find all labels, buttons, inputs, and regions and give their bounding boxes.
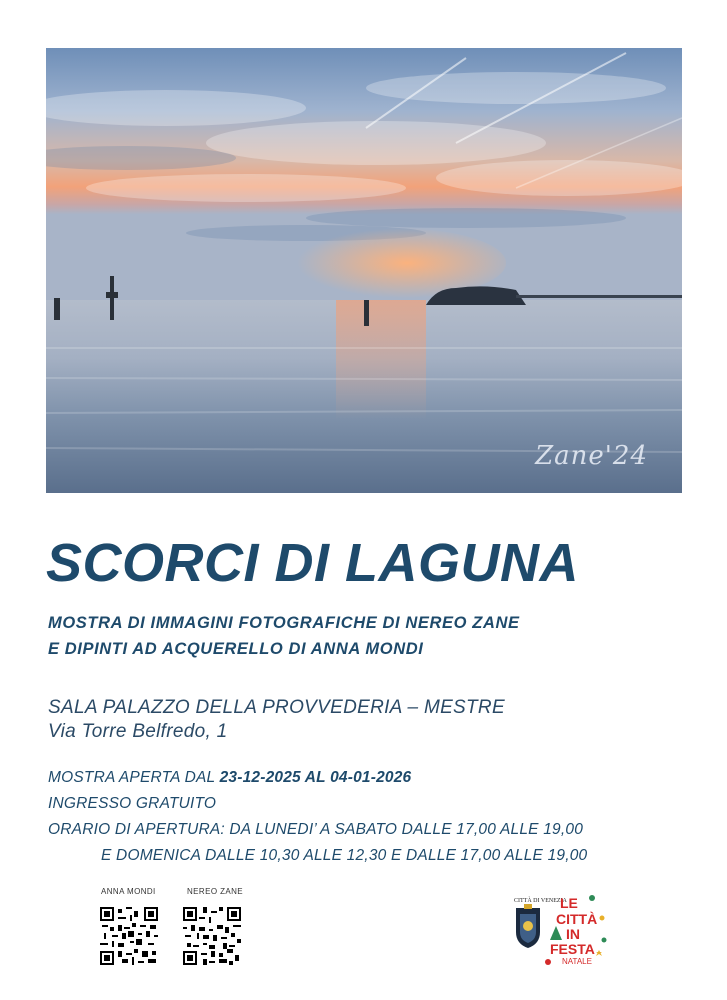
le-citta-in-festa-logo <box>545 895 607 966</box>
venue-address: Via Torre Belfredo, 1 <box>48 721 228 742</box>
festival-text-in: IN <box>566 926 580 942</box>
opening-hours-sunday: E DOMENICA DALLE 10,30 ALLE 12,30 E DALLE 17,00 ALLE 19,00 <box>101 847 588 864</box>
poster-title: SCORCI DI LAGUNA <box>46 533 579 593</box>
festival-text-citta: CITTÀ <box>556 911 598 927</box>
festival-text-natale: NATALE <box>562 957 592 966</box>
free-entry: INGRESSO GRATUITO <box>48 795 217 812</box>
dates-prefix: MOSTRA APERTA DAL <box>48 769 220 786</box>
tree-icon <box>550 926 562 940</box>
photo-signature: Zane'24 <box>535 441 648 471</box>
lagoon-photo <box>46 48 682 493</box>
dates-range: 23-12-2025 AL 04-01-2026 <box>219 769 412 786</box>
sponsor-logos <box>512 888 622 974</box>
qr-code-icon[interactable] <box>100 907 158 965</box>
qr-label-nereo-zane: NEREO ZANE <box>187 887 244 896</box>
festival-text-le: LE <box>560 895 578 911</box>
subtitle-line-1: MOSTRA DI IMMAGINI FOTOGRAFICHE DI NEREO ZANE <box>48 614 520 632</box>
subtitle-line-2: E DIPINTI AD ACQUERELLO DI ANNA MONDI <box>48 640 424 658</box>
star-icon <box>596 950 602 956</box>
qr-code-icon[interactable] <box>183 907 241 965</box>
opening-hours-weekdays: ORARIO DI APERTURA: DA LUNEDI’ A SABATO DALLE 17,00 ALLE 19,00 <box>48 821 584 838</box>
festival-text-festa: FESTA <box>550 941 595 957</box>
city-logo-text: CITTÀ DI VENEZIA <box>514 898 567 904</box>
qr-label-anna-mondi: ANNA MONDI <box>101 887 156 896</box>
venue-name: SALA PALAZZO DELLA PROVVEDERIA – MESTRE <box>48 697 505 718</box>
exhibition-dates <box>48 769 411 787</box>
lagoon-photo-image <box>46 48 682 493</box>
